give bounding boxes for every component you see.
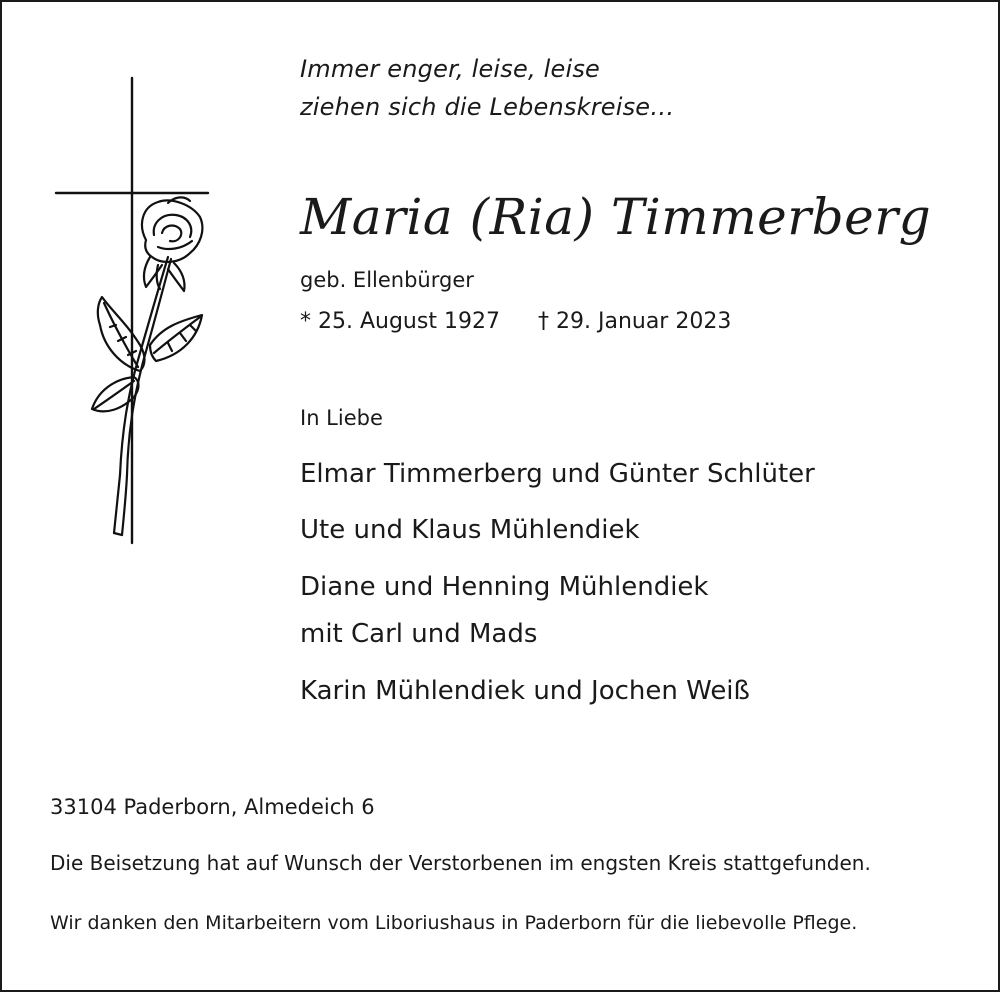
mourner-line: Diane und Henning Mühlendiek bbox=[300, 572, 709, 602]
mourner-line: Elmar Timmerberg und Günter Schlüter bbox=[300, 459, 815, 489]
birth-date: * 25. August 1927 bbox=[300, 309, 500, 334]
cross-with-rose-icon bbox=[50, 75, 220, 550]
deceased-name: Maria (Ria) Timmerberg bbox=[300, 188, 932, 246]
mourner-line: Ute und Klaus Mühlendiek bbox=[300, 515, 640, 545]
motto-line-2: ziehen sich die Lebenskreise… bbox=[300, 93, 675, 121]
death-date: † 29. Januar 2023 bbox=[538, 309, 732, 334]
address: 33104 Paderborn, Almedeich 6 bbox=[50, 795, 375, 819]
burial-note: Die Beisetzung hat auf Wunsch der Verstorbenen im engsten Kreis stattgefunden. bbox=[50, 851, 871, 875]
thanks-note: Wir danken den Mitarbeitern vom Liboriushaus in Paderborn für die liebevolle Pflege. bbox=[50, 912, 858, 934]
motto-line-1: Immer enger, leise, leise bbox=[300, 55, 600, 83]
mourner-line: mit Carl und Mads bbox=[300, 619, 538, 649]
mourners-intro: In Liebe bbox=[300, 406, 383, 430]
mourner-line: Karin Mühlendiek und Jochen Weiß bbox=[300, 676, 750, 706]
birth-name: geb. Ellenbürger bbox=[300, 268, 474, 292]
